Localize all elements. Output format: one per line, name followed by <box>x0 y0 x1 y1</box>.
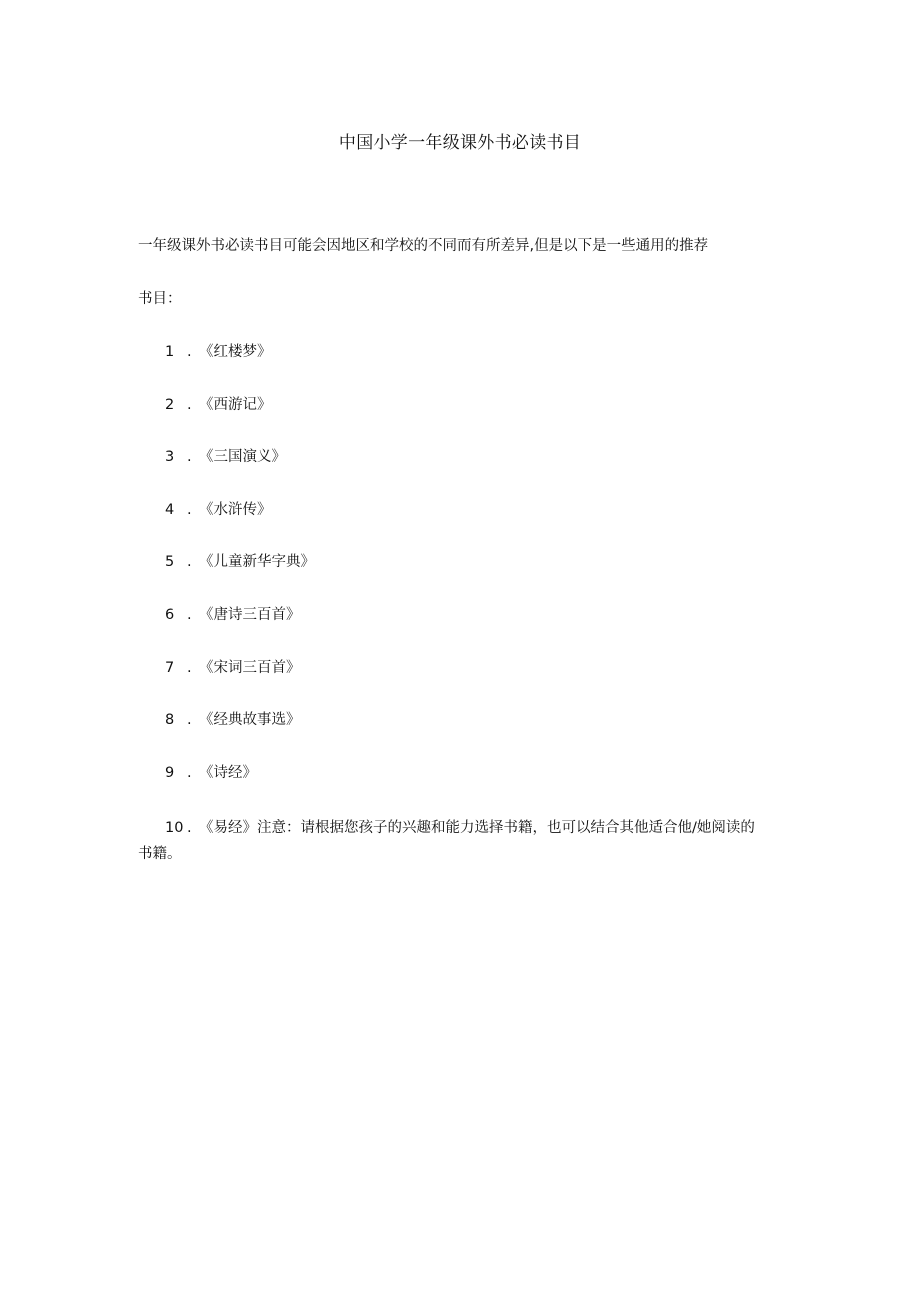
list-item-title: 《西游记》 <box>199 396 272 413</box>
list-item-separator: . <box>187 659 192 676</box>
list-item-number: 4 <box>165 501 175 518</box>
list-item-separator: . <box>187 606 192 623</box>
list-item-continuation: 书籍。 <box>138 846 182 862</box>
list-item-title: 《唐诗三百首》 <box>199 606 301 623</box>
list-item-title: 《红楼梦》 <box>199 344 272 360</box>
list-item <box>165 605 805 658</box>
list-item-title: 《诗经》 <box>199 764 257 781</box>
list-item-title: 《水浒传》 <box>199 501 272 518</box>
list-item-separator: . <box>187 344 192 360</box>
list-item <box>165 447 805 500</box>
list-item-last <box>138 815 795 867</box>
list-item-separator: . <box>187 449 192 466</box>
list-item-number: 10 <box>165 820 184 836</box>
list-item <box>165 500 805 553</box>
list-item-number: 2 <box>165 396 175 413</box>
intro-paragraph-continuation: 书目： <box>138 291 182 307</box>
intro-paragraph: 一年级课外书必读书目可能会因地区和学校的不同而有所差异,但是以下是一些通用的推荐 <box>138 238 709 254</box>
list-item-separator: . <box>187 396 192 413</box>
list-item-number: 7 <box>165 659 175 676</box>
list-item-number: 3 <box>165 449 175 466</box>
list-item <box>165 763 805 816</box>
list-item-number: 5 <box>165 554 175 571</box>
list-item-number: 8 <box>165 712 175 729</box>
list-item-title: 《宋词三百首》 <box>199 659 301 676</box>
list-item-separator: . <box>187 712 192 729</box>
list-item <box>165 342 805 395</box>
list-item <box>165 658 805 711</box>
list-item-title: 《经典故事选》 <box>199 712 301 729</box>
list-item-separator: . <box>187 501 192 518</box>
book-list <box>165 342 805 815</box>
document-title: 中国小学一年级课外书必读书目 <box>338 133 582 153</box>
list-item <box>165 552 805 605</box>
list-item-number: 6 <box>165 606 175 623</box>
list-item-number: 9 <box>165 764 175 781</box>
list-item-title: 《易经》注意：请根据您孩子的兴趣和能力选择书籍，也可以结合其他适合他/她阅读的 <box>199 820 755 836</box>
list-item-separator: . <box>187 820 192 836</box>
list-item-title: 《三国演义》 <box>199 449 286 466</box>
list-item-separator: . <box>187 554 192 571</box>
list-item <box>165 710 805 763</box>
list-item-title: 《儿童新华字典》 <box>199 554 315 571</box>
list-item <box>165 395 805 448</box>
list-item-number: 1 <box>165 344 175 360</box>
list-item-separator: . <box>187 764 192 781</box>
